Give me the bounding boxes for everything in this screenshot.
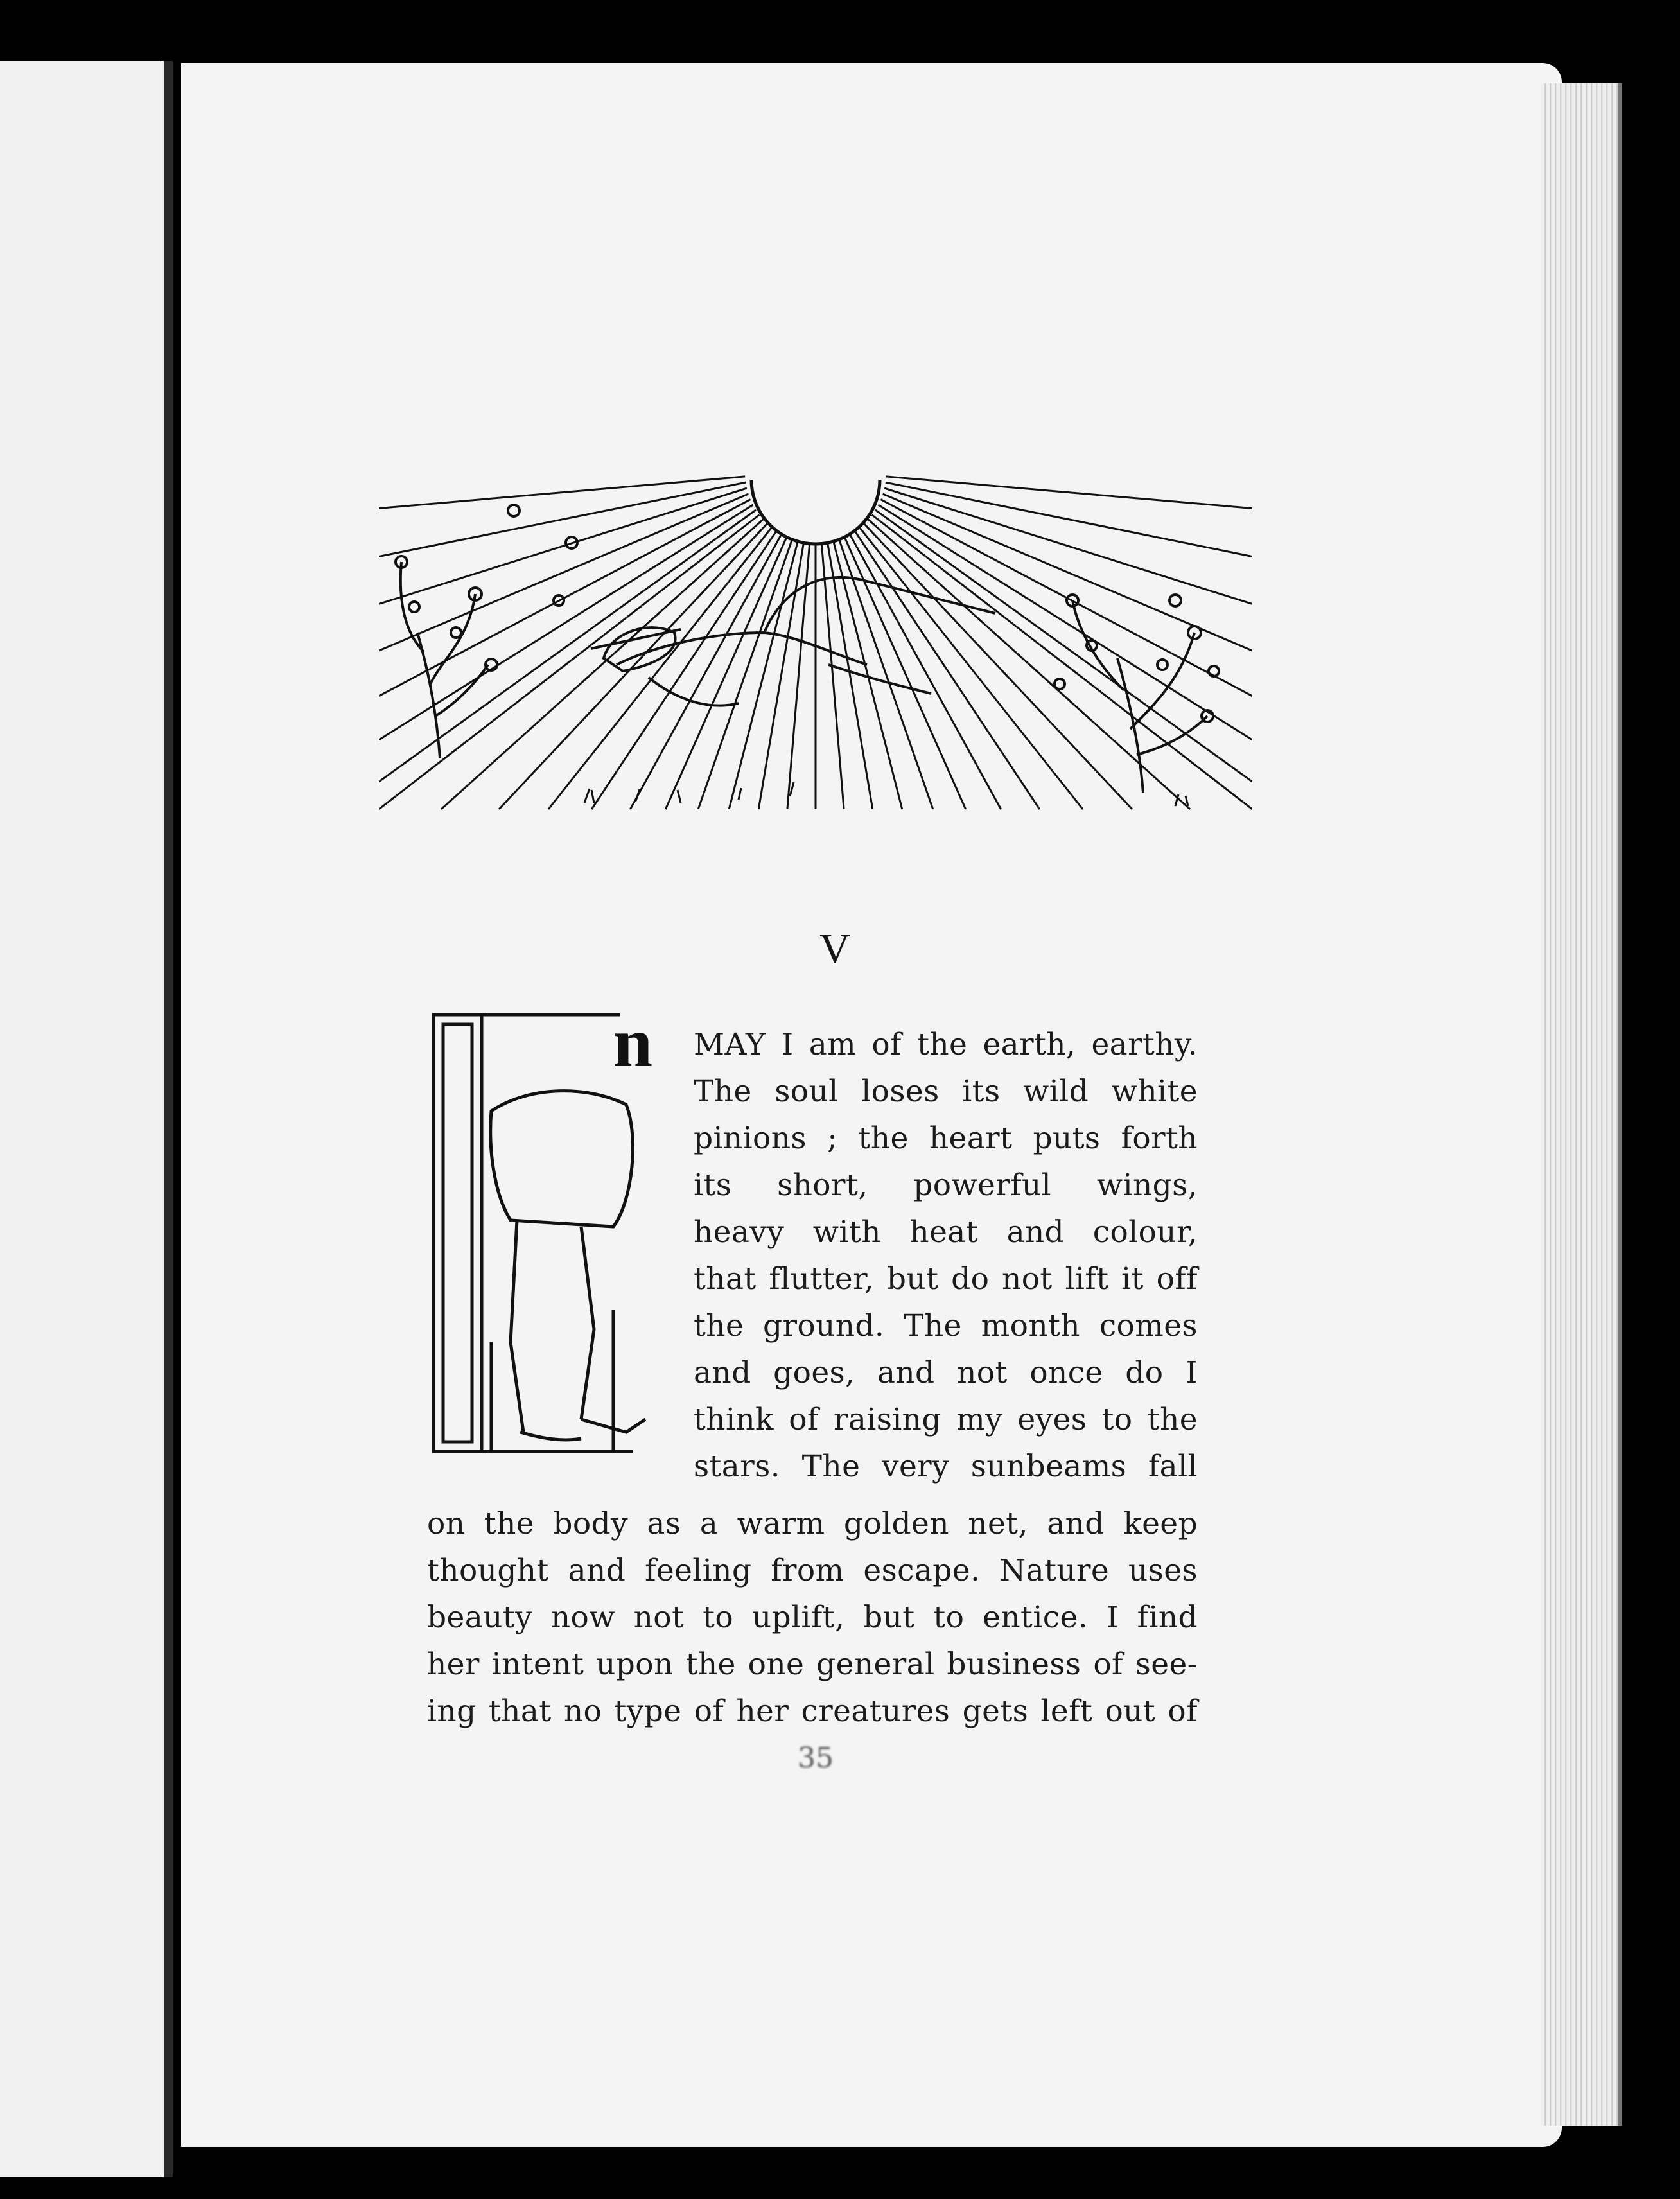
opening-paragraph-beside-initial: [694, 1021, 1198, 1490]
sun-ray: [665, 537, 787, 810]
sun-half-disc: [751, 480, 880, 544]
porter-legs: [511, 1220, 594, 1432]
chapter-numeral: V: [819, 925, 850, 972]
text-line: heavy with heat and colour,: [694, 1214, 1198, 1250]
sun-ray: [630, 534, 782, 809]
sun-ray: [821, 543, 844, 809]
reclining-figure: [591, 577, 995, 706]
sun-ray: [729, 541, 798, 810]
illuminated-initial-illustration: [421, 1008, 690, 1471]
facing-page-edge: [0, 61, 173, 2177]
sun-ray: [758, 542, 804, 810]
sun-ray: [441, 520, 763, 809]
sun-ray: [872, 515, 1252, 810]
text-line: that flutter, but do not lift it off: [694, 1261, 1198, 1297]
text-line: her intent upon the one general business of see-: [427, 1647, 1198, 1682]
text-line: ing that no type of her creatures gets left out of: [427, 1694, 1198, 1729]
sun-ray: [868, 520, 1190, 809]
text-line: thought and feeling from escape. Nature uses: [427, 1553, 1198, 1588]
svg-text:n: n: [613, 1008, 653, 1082]
page-number: 35: [798, 1742, 834, 1774]
sun-ray: [787, 543, 810, 809]
sun-ray: [379, 515, 759, 810]
sun-ray: [886, 477, 1252, 509]
initial-letter-stem-inner: [443, 1024, 472, 1442]
text-line: on the body as a warm golden net, and keep: [427, 1506, 1198, 1541]
text-line: The soul loses its wild white: [694, 1074, 1198, 1109]
page-fore-edge: [1541, 83, 1622, 2126]
sun-ray: [548, 527, 772, 809]
text-line: its short, powerful wings,: [694, 1168, 1198, 1203]
trunk-icon: [491, 1091, 633, 1227]
text-line: think of raising my eyes to the: [694, 1402, 1198, 1437]
text-line: MAY I am of the earth, earthy.: [694, 1027, 1198, 1062]
porter-feet: [520, 1419, 645, 1440]
initial-letter-stem: [433, 1015, 482, 1451]
text-line: stars. The very sunbeams fall: [694, 1449, 1198, 1484]
text-line: the ground. The month comes: [694, 1308, 1198, 1344]
sun-ray: [859, 527, 1083, 809]
sun-ray: [850, 534, 1001, 809]
text-line: pinions ; the heart puts forth: [694, 1121, 1198, 1156]
sun-ray: [844, 537, 966, 810]
sunburst-headpiece-illustration: [379, 472, 1252, 819]
sun-ray: [379, 477, 745, 509]
text-line: and goes, and not once do I: [694, 1355, 1198, 1390]
text-line: beauty now not to uplift, but to entice. I find: [427, 1600, 1198, 1635]
body-paragraph: [427, 1500, 1198, 1735]
